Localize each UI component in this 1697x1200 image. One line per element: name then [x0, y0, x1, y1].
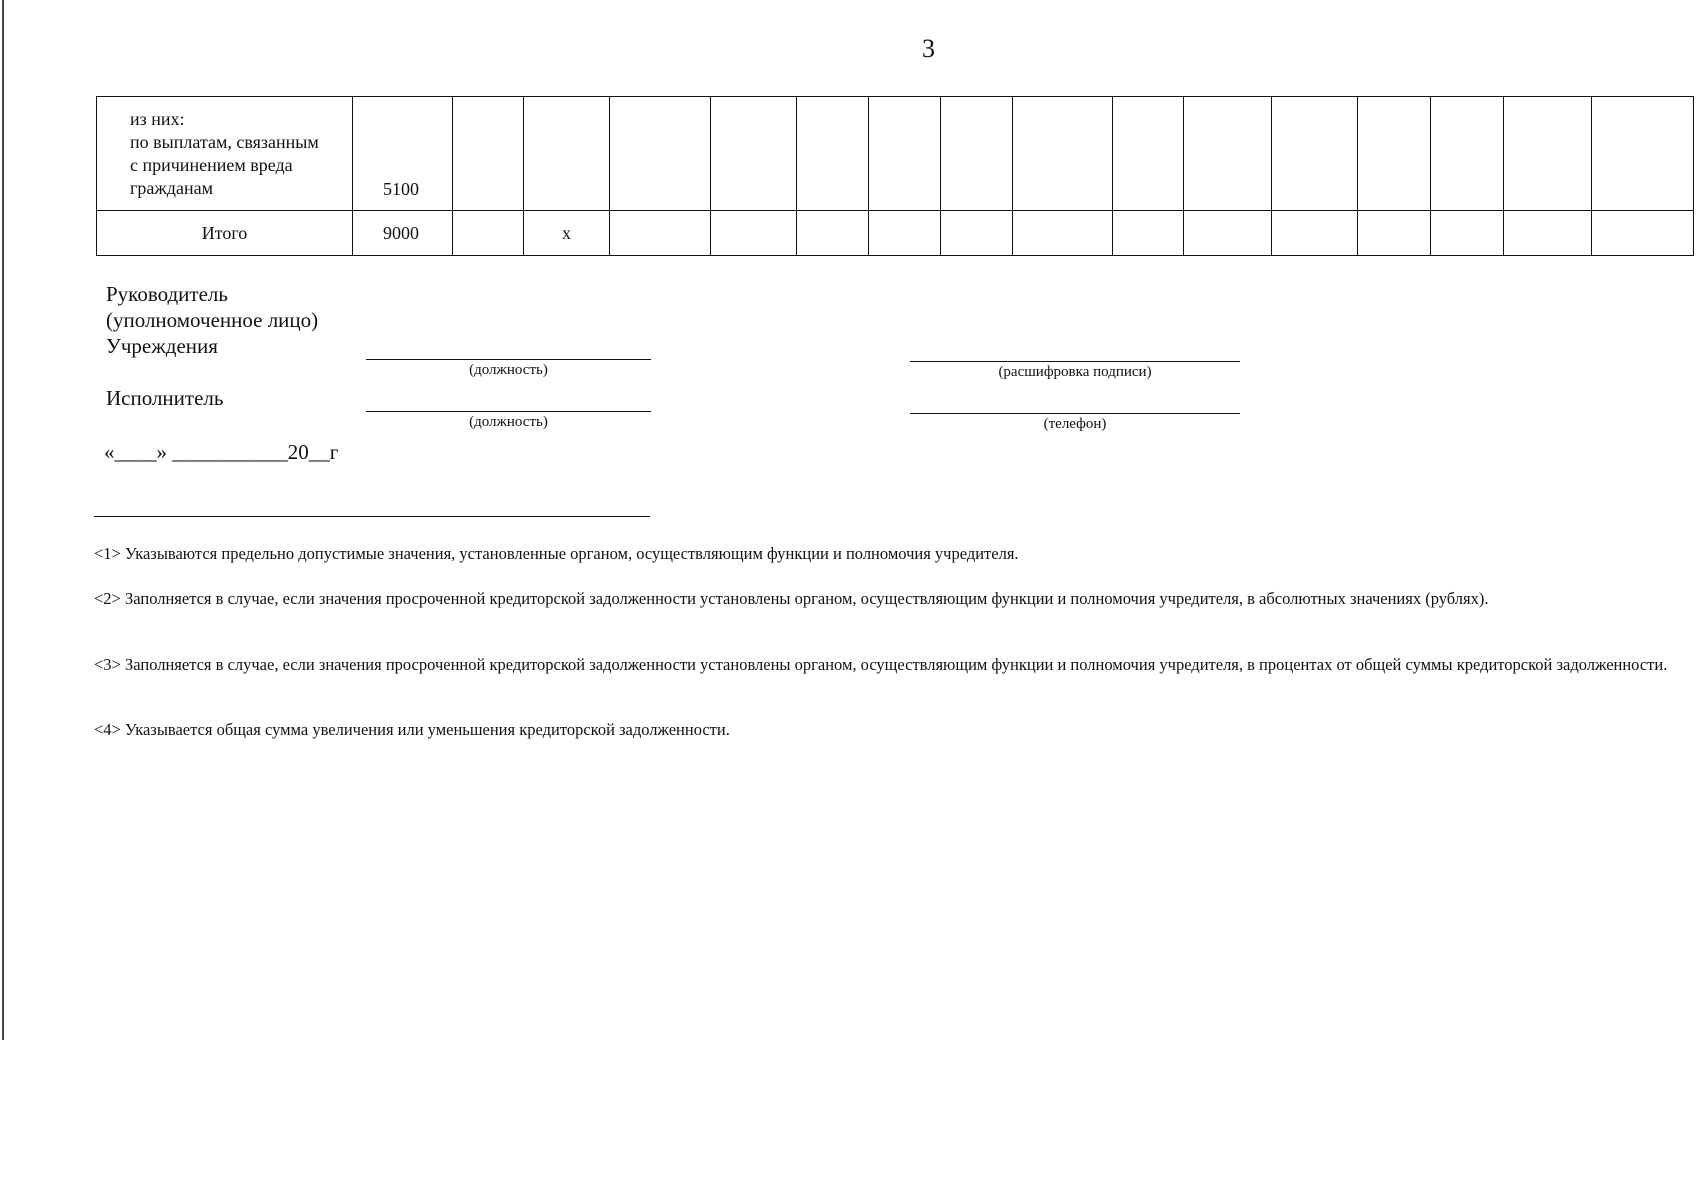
data-table [96, 96, 1694, 256]
footnote-1: <1> Указываются предельно допустимые значения, установленные органом, осуществляющим функции и полномочия учредителя. [94, 544, 1019, 563]
empty-cell [869, 97, 941, 211]
empty-cell [711, 211, 797, 256]
table-row-total [97, 211, 1694, 256]
footnote-3: <3> Заполняется в случае, если значения просроченной кредиторской задолженности установлены органом, осуществляющим функции и полномочия учредителя, в процентах от общей суммы кредиторской задолженности. [94, 655, 1668, 674]
row-code-cell [353, 211, 453, 256]
date-line: «____» ___________20__г [104, 440, 339, 464]
empty-cell [1272, 211, 1358, 256]
row-code-5100: 5100 [383, 179, 419, 199]
empty-cell [1592, 97, 1694, 211]
empty-cell [711, 97, 797, 211]
empty-cell [1431, 97, 1504, 211]
empty-cell [1272, 97, 1358, 211]
footnote-4: <4> Указывается общая сумма увеличения или уменьшения кредиторской задолженности. [94, 720, 730, 739]
empty-cell [1504, 211, 1592, 256]
footnote-2: <2> Заполняется в случае, если значения просроченной кредиторской задолженности установлены органом, осуществляющим функции и полномочия учредителя, в абсолютных значениях (рублях). [94, 589, 1489, 608]
empty-cell [1113, 211, 1184, 256]
total-mark-x: x [524, 211, 610, 256]
scan-left-edge [2, 0, 4, 1040]
phone-caption: (телефон) [1043, 416, 1107, 432]
empty-cell [1184, 97, 1272, 211]
executor-position-line [366, 411, 651, 412]
empty-cell [797, 211, 869, 256]
row-code-cell [353, 97, 453, 211]
page-number: 3 [922, 34, 935, 63]
empty-cell [610, 211, 711, 256]
empty-cell [1431, 211, 1504, 256]
empty-cell [524, 97, 610, 211]
row-code-9000: 9000 [383, 222, 419, 243]
empty-cell [1013, 211, 1113, 256]
head-position-caption: (должность) [469, 362, 548, 378]
empty-cell [869, 211, 941, 256]
empty-cell [1358, 211, 1431, 256]
footnote-separator [94, 516, 650, 517]
empty-cell [941, 211, 1013, 256]
empty-cell [453, 211, 524, 256]
executor-phone-line [910, 413, 1240, 414]
row-label-harm-payments: из них: по выплатам, связанным с причинением вреда гражданам [130, 109, 319, 198]
head-position-line [366, 359, 651, 360]
empty-cell [941, 97, 1013, 211]
empty-cell [1358, 97, 1431, 211]
empty-cell [1592, 211, 1694, 256]
empty-cell [1013, 97, 1113, 211]
executor-label: Исполнитель [106, 386, 224, 410]
row-label-total: Итого [97, 211, 353, 256]
executor-position-caption: (должность) [469, 414, 548, 430]
empty-cell [1184, 211, 1272, 256]
empty-cell [1504, 97, 1592, 211]
empty-cell [1113, 97, 1184, 211]
table-row-harm-payments [97, 97, 1694, 211]
empty-cell [453, 97, 524, 211]
empty-cell [797, 97, 869, 211]
row-label-cell [97, 97, 353, 211]
decoding-caption: (расшифровка подписи) [998, 364, 1152, 380]
empty-cell [610, 97, 711, 211]
head-decoding-line [910, 361, 1240, 362]
head-label: Руководитель (уполномоченное лицо) Учреждения [106, 282, 319, 358]
